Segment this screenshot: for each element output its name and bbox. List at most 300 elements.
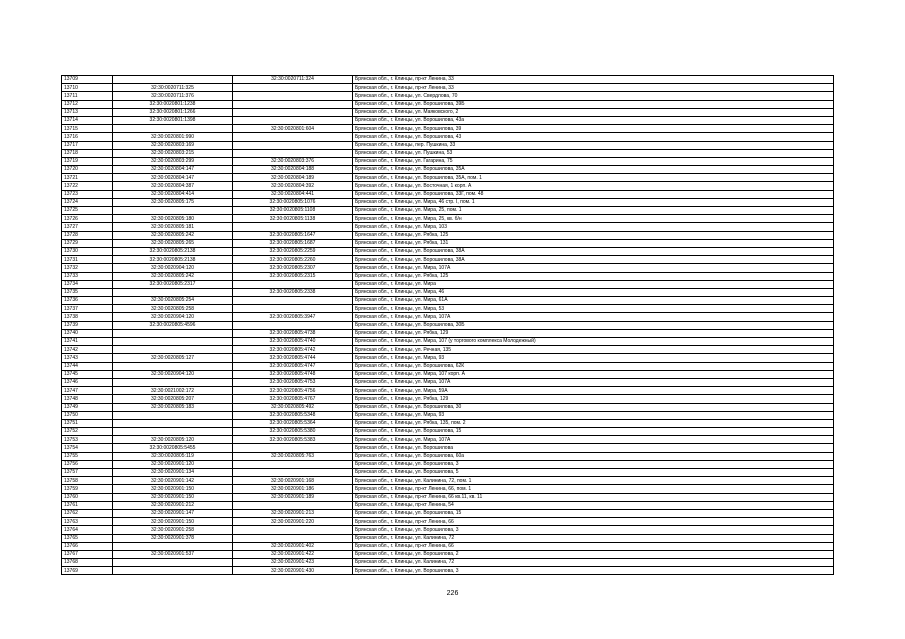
address-cell: Брянская обл., г. Клинцы, ул. Калинина, 72 (353, 559, 834, 567)
row-number-cell: 13766 (62, 542, 113, 550)
object-cadastral-cell (233, 141, 353, 149)
object-cadastral-cell: 32:30:0020805:2338 (233, 288, 353, 296)
land-cadastral-cell (113, 125, 233, 133)
row-number-cell: 13720 (62, 166, 113, 174)
row-number-cell: 13716 (62, 133, 113, 141)
table-row (62, 239, 834, 247)
object-cadastral-cell: 32:30:0020805:5380 (233, 428, 353, 436)
object-cadastral-cell: 32:30:0020805:4744 (233, 354, 353, 362)
object-cadastral-cell: 32:30:0020901:168 (233, 477, 353, 485)
land-cadastral-cell (113, 207, 233, 215)
land-cadastral-cell: 32:30:0020805:183 (113, 403, 233, 411)
address-cell: Брянская обл., г. Клинцы, ул. Ворошилова, 3 (353, 567, 834, 575)
row-number-cell: 13738 (62, 313, 113, 321)
row-number-cell: 13736 (62, 297, 113, 305)
object-cadastral-cell: 32:30:0020805:2307 (233, 264, 353, 272)
table-row (62, 370, 834, 378)
object-cadastral-cell: 32:30:0020805:1138 (233, 215, 353, 223)
object-cadastral-cell: 32:30:0020805:4742 (233, 346, 353, 354)
table-row (62, 108, 834, 116)
object-cadastral-cell (233, 501, 353, 509)
table-row (62, 84, 834, 92)
row-number-cell: 13719 (62, 157, 113, 165)
object-cadastral-cell: 32:30:0020804:392 (233, 182, 353, 190)
row-number-cell: 13744 (62, 362, 113, 370)
object-cadastral-cell (233, 149, 353, 157)
land-cadastral-cell: 32:30:0020805:242 (113, 231, 233, 239)
object-cadastral-cell: 32:30:0020805:3947 (233, 313, 353, 321)
table-row (62, 305, 834, 313)
row-number-cell: 13723 (62, 190, 113, 198)
row-number-cell: 13735 (62, 288, 113, 296)
address-cell: Брянская обл., г. Клинцы, ул. Гагарина, 75 (353, 157, 834, 165)
row-number-cell: 13741 (62, 338, 113, 346)
row-number-cell: 13728 (62, 231, 113, 239)
land-cadastral-cell: 32:30:0020805:265 (113, 239, 233, 247)
table-row (62, 280, 834, 288)
registry-table (61, 75, 834, 575)
land-cadastral-cell: 32:30:0020805:254 (113, 297, 233, 305)
row-number-cell: 13709 (62, 76, 113, 84)
land-cadastral-cell: 32:30:0020805:258 (113, 305, 233, 313)
address-cell: Брянская обл., г. Клинцы, ул. Калинина, 72, пом. 1 (353, 477, 834, 485)
object-cadastral-cell: 32:30:0020901:186 (233, 485, 353, 493)
land-cadastral-cell (113, 419, 233, 427)
land-cadastral-cell: 32:30:0020801:1238 (113, 100, 233, 108)
table-row (62, 198, 834, 206)
address-cell: Брянская обл., г. Клинцы, ул. Мира, 107А (353, 264, 834, 272)
address-cell: Брянская обл., г. Клинцы, ул. Рябка, 129 (353, 329, 834, 337)
land-cadastral-cell (113, 411, 233, 419)
table-row (62, 354, 834, 362)
object-cadastral-cell (233, 92, 353, 100)
land-cadastral-cell (113, 329, 233, 337)
object-cadastral-cell (233, 100, 353, 108)
land-cadastral-cell: 32:30:0020805:5455 (113, 444, 233, 452)
address-cell: Брянская обл., г. Клинцы, ул. Мира (353, 280, 834, 288)
object-cadastral-cell: 32:30:0020711:324 (233, 76, 353, 84)
row-number-cell: 13718 (62, 149, 113, 157)
table-row (62, 436, 834, 444)
row-number-cell: 13748 (62, 395, 113, 403)
address-cell: Брянская обл., г. Клинцы, ул. Ворошилова, 15 (353, 428, 834, 436)
table-row (62, 419, 834, 427)
land-cadastral-cell: 32:30:0020801:1266 (113, 108, 233, 116)
table-row (62, 272, 834, 280)
land-cadastral-cell: 32:30:0020805:2317 (113, 280, 233, 288)
object-cadastral-cell: 32:30:0020804:441 (233, 190, 353, 198)
object-cadastral-cell: 32:30:0020901:220 (233, 518, 353, 526)
table-row (62, 231, 834, 239)
land-cadastral-cell (113, 338, 233, 346)
row-number-cell: 13757 (62, 469, 113, 477)
object-cadastral-cell (233, 84, 353, 92)
address-cell: Брянская обл., г. Клинцы, пр-кт Ленина, 66 (353, 542, 834, 550)
land-cadastral-cell (113, 76, 233, 84)
row-number-cell: 13731 (62, 256, 113, 264)
row-number-cell: 13727 (62, 223, 113, 231)
table-row (62, 288, 834, 296)
row-number-cell: 13710 (62, 84, 113, 92)
object-cadastral-cell: 32:30:0020805:4753 (233, 378, 353, 386)
address-cell: Брянская обл., г. Клинцы, ул. Калинина, 72 (353, 534, 834, 542)
address-cell: Брянская обл., г. Клинцы, ул. Ворошилова, 35А, пом. 1 (353, 174, 834, 182)
table-row (62, 469, 834, 477)
table-row (62, 190, 834, 198)
table-row (62, 518, 834, 526)
object-cadastral-cell: 32:30:0020805:4747 (233, 362, 353, 370)
address-cell: Брянская обл., г. Клинцы, ул. Ворошилова, 15 (353, 509, 834, 517)
row-number-cell: 13732 (62, 264, 113, 272)
object-cadastral-cell: 32:30:0020805:1647 (233, 231, 353, 239)
object-cadastral-cell (233, 534, 353, 542)
land-cadastral-cell: 32:30:0020805:119 (113, 452, 233, 460)
object-cadastral-cell: 32:30:0020805:4738 (233, 329, 353, 337)
table-row (62, 460, 834, 468)
row-number-cell: 13739 (62, 321, 113, 329)
object-cadastral-cell: 32:30:0020805:4740 (233, 338, 353, 346)
object-cadastral-cell: 32:30:0020801:604 (233, 125, 353, 133)
land-cadastral-cell: 32:30:0020803:169 (113, 141, 233, 149)
object-cadastral-cell: 32:30:0020804:189 (233, 174, 353, 182)
row-number-cell: 13730 (62, 247, 113, 255)
row-number-cell: 13711 (62, 92, 113, 100)
land-cadastral-cell: 32:30:0020711:325 (113, 84, 233, 92)
row-number-cell: 13762 (62, 509, 113, 517)
address-cell: Брянская обл., г. Клинцы, ул. Ворошилова, 3 (353, 526, 834, 534)
land-cadastral-cell: 32:30:0020901:120 (113, 460, 233, 468)
row-number-cell: 13768 (62, 559, 113, 567)
row-number-cell: 13752 (62, 428, 113, 436)
object-cadastral-cell (233, 444, 353, 452)
row-number-cell: 13722 (62, 182, 113, 190)
address-cell: Брянская обл., г. Клинцы, пр-кт Ленина, 33 (353, 76, 834, 84)
address-cell: Брянская обл., г. Клинцы, пр-кт Ленина, 33 (353, 84, 834, 92)
table-row (62, 141, 834, 149)
row-number-cell: 13767 (62, 550, 113, 558)
address-cell: Брянская обл., г. Клинцы, пр-кт Ленина, 66 кв.11, кв. 11 (353, 493, 834, 501)
land-cadastral-cell: 32:30:0020805:120 (113, 436, 233, 444)
table-row (62, 411, 834, 419)
land-cadastral-cell: 32:30:0020803:215 (113, 149, 233, 157)
table-row (62, 76, 834, 84)
row-number-cell: 13734 (62, 280, 113, 288)
table-row (62, 403, 834, 411)
row-number-cell: 13713 (62, 108, 113, 116)
address-cell: Брянская обл., г. Клинцы, ул. Мира, 107 корп. А (353, 370, 834, 378)
land-cadastral-cell: 32:30:0020805:4596 (113, 321, 233, 329)
table-row (62, 559, 834, 567)
address-cell: Брянская обл., г. Клинцы, ул. Ворошилова, 3 (353, 460, 834, 468)
table-row (62, 133, 834, 141)
address-cell: Брянская обл., г. Клинцы, ул. Ворошилова, 35А (353, 166, 834, 174)
address-cell: Брянская обл., г. Клинцы, пр-кт Ленина, 54 (353, 501, 834, 509)
address-cell: Брянская обл., г. Клинцы, ул. Рябка, 129 (353, 395, 834, 403)
row-number-cell: 13725 (62, 207, 113, 215)
address-cell: Брянская обл., г. Клинцы, ул. Мира, 103 (353, 223, 834, 231)
registry-table-body (62, 76, 834, 575)
address-cell: Брянская обл., г. Клинцы, ул. Ворошилова, 43 (353, 133, 834, 141)
object-cadastral-cell: 32:30:0020805:763 (233, 452, 353, 460)
address-cell: Брянская обл., г. Клинцы, ул. Ворошилова, 43а (353, 116, 834, 124)
table-row (62, 297, 834, 305)
table-row (62, 428, 834, 436)
address-cell: Брянская обл., г. Клинцы, ул. Маяковского, 2 (353, 108, 834, 116)
object-cadastral-cell: 32:30:0020805:5364 (233, 419, 353, 427)
land-cadastral-cell: 32:30:0020805:207 (113, 395, 233, 403)
land-cadastral-cell: 32:30:0021002:172 (113, 387, 233, 395)
row-number-cell: 13729 (62, 239, 113, 247)
table-row (62, 247, 834, 255)
table-row (62, 215, 834, 223)
land-cadastral-cell: 32:30:0020804:387 (113, 182, 233, 190)
table-row (62, 501, 834, 509)
address-cell: Брянская обл., г. Клинцы, пр-кт Ленина, 66, пом. 1 (353, 485, 834, 493)
land-cadastral-cell: 32:30:0020904:120 (113, 264, 233, 272)
land-cadastral-cell (113, 542, 233, 550)
table-row (62, 166, 834, 174)
address-cell: Брянская обл., г. Клинцы, ул. Мира, 107 (у торгового комплекса Молодежный) (353, 338, 834, 346)
land-cadastral-cell: 32:30:0020711:376 (113, 92, 233, 100)
object-cadastral-cell (233, 133, 353, 141)
object-cadastral-cell (233, 305, 353, 313)
row-number-cell: 13724 (62, 198, 113, 206)
table-row (62, 550, 834, 558)
land-cadastral-cell: 32:30:0020901:378 (113, 534, 233, 542)
table-row (62, 542, 834, 550)
land-cadastral-cell: 32:30:0020801:990 (113, 133, 233, 141)
address-cell: Брянская обл., г. Клинцы, ул. Мира, 93 (353, 354, 834, 362)
table-row (62, 264, 834, 272)
table-row (62, 321, 834, 329)
table-row (62, 116, 834, 124)
object-cadastral-cell (233, 223, 353, 231)
row-number-cell: 13737 (62, 305, 113, 313)
address-cell: Брянская обл., г. Клинцы, ул. Мира, 93 (353, 411, 834, 419)
address-cell: Брянская обл., г. Клинцы, ул. Мира, 25, кв. б/н (353, 215, 834, 223)
table-row (62, 338, 834, 346)
address-cell: Брянская обл., г. Клинцы, ул. Мира, 107А (353, 378, 834, 386)
land-cadastral-cell: 32:30:0020804:147 (113, 166, 233, 174)
object-cadastral-cell: 32:30:0020805:492 (233, 403, 353, 411)
row-number-cell: 13726 (62, 215, 113, 223)
row-number-cell: 13761 (62, 501, 113, 509)
address-cell: Брянская обл., г. Клинцы, пер. Пушкина, 33 (353, 141, 834, 149)
land-cadastral-cell: 32:30:0020901:537 (113, 550, 233, 558)
object-cadastral-cell: 32:30:0020901:422 (233, 550, 353, 558)
row-number-cell: 13715 (62, 125, 113, 133)
address-cell: Брянская обл., г. Клинцы, ул. Ворошилова (353, 444, 834, 452)
row-number-cell: 13740 (62, 329, 113, 337)
object-cadastral-cell: 32:30:0020901:423 (233, 559, 353, 567)
address-cell: Брянская обл., г. Клинцы, ул. Ворошилова, 60а (353, 452, 834, 460)
land-cadastral-cell: 32:30:0020804:147 (113, 174, 233, 182)
land-cadastral-cell: 32:30:0020805:2138 (113, 256, 233, 264)
address-cell: Брянская обл., г. Клинцы, ул. Рябка, 135, пом. 2 (353, 419, 834, 427)
address-cell: Брянская обл., г. Клинцы, ул. Рябка, 131 (353, 239, 834, 247)
row-number-cell: 13721 (62, 174, 113, 182)
table-row (62, 444, 834, 452)
table-row (62, 149, 834, 157)
row-number-cell: 13747 (62, 387, 113, 395)
address-cell: Брянская обл., г. Клинцы, ул. Речная, 135 (353, 346, 834, 354)
object-cadastral-cell: 32:30:0020805:2259 (233, 247, 353, 255)
address-cell: Брянская обл., г. Клинцы, ул. Ворошилова, 5 (353, 469, 834, 477)
address-cell: Брянская обл., г. Клинцы, ул. Ворошилова, 30Б (353, 321, 834, 329)
table-row (62, 452, 834, 460)
table-row (62, 346, 834, 354)
address-cell: Брянская обл., г. Клинцы, ул. Мира, 61А (353, 297, 834, 305)
object-cadastral-cell: 32:30:0020805:5348 (233, 411, 353, 419)
table-row (62, 125, 834, 133)
table-row (62, 256, 834, 264)
table-row (62, 485, 834, 493)
address-cell: Брянская обл., г. Клинцы, ул. Ворошилова, 39 (353, 125, 834, 133)
land-cadastral-cell: 32:30:0020805:181 (113, 223, 233, 231)
page-number: 226 (446, 590, 459, 597)
row-number-cell: 13717 (62, 141, 113, 149)
land-cadastral-cell (113, 362, 233, 370)
land-cadastral-cell: 32:30:0020901:142 (113, 477, 233, 485)
land-cadastral-cell: 32:30:0020805:242 (113, 272, 233, 280)
row-number-cell: 13754 (62, 444, 113, 452)
address-cell: Брянская обл., г. Клинцы, ул. Ворошилова, 2 (353, 550, 834, 558)
row-number-cell: 13756 (62, 460, 113, 468)
address-cell: Брянская обл., г. Клинцы, ул. Рябка, 125 (353, 272, 834, 280)
table-row (62, 157, 834, 165)
object-cadastral-cell: 32:30:0020805:4756 (233, 387, 353, 395)
row-number-cell: 13760 (62, 493, 113, 501)
row-number-cell: 13753 (62, 436, 113, 444)
row-number-cell: 13751 (62, 419, 113, 427)
address-cell: Брянская обл., г. Клинцы, ул. Ворошилова, 33Г, пом. 48 (353, 190, 834, 198)
land-cadastral-cell: 32:30:0020805:180 (113, 215, 233, 223)
land-cadastral-cell: 32:30:0020904:120 (113, 313, 233, 321)
table-row (62, 509, 834, 517)
row-number-cell: 13765 (62, 534, 113, 542)
row-number-cell: 13733 (62, 272, 113, 280)
address-cell: Брянская обл., г. Клинцы, ул. Мира, 53 (353, 305, 834, 313)
address-cell: Брянская обл., г. Клинцы, ул. Ворошилова, 39Б (353, 100, 834, 108)
object-cadastral-cell: 32:30:0020803:376 (233, 157, 353, 165)
land-cadastral-cell: 32:30:0020901:150 (113, 518, 233, 526)
object-cadastral-cell: 32:30:0020805:1687 (233, 239, 353, 247)
land-cadastral-cell: 32:30:0020804:414 (113, 190, 233, 198)
row-number-cell: 13746 (62, 378, 113, 386)
row-number-cell: 13764 (62, 526, 113, 534)
table-row (62, 477, 834, 485)
object-cadastral-cell: 32:30:0020901:430 (233, 567, 353, 575)
table-row (62, 526, 834, 534)
row-number-cell: 13755 (62, 452, 113, 460)
table-row (62, 362, 834, 370)
object-cadastral-cell (233, 280, 353, 288)
object-cadastral-cell (233, 460, 353, 468)
address-cell: Брянская обл., г. Клинцы, ул. Мира, 25, пом. 1 (353, 207, 834, 215)
land-cadastral-cell: 32:30:0020901:150 (113, 485, 233, 493)
row-number-cell: 13759 (62, 485, 113, 493)
row-number-cell: 13758 (62, 477, 113, 485)
table-row (62, 313, 834, 321)
row-number-cell: 13750 (62, 411, 113, 419)
land-cadastral-cell: 32:30:0020901:212 (113, 501, 233, 509)
object-cadastral-cell: 32:30:0020804:188 (233, 166, 353, 174)
object-cadastral-cell: 32:30:0020805:1108 (233, 207, 353, 215)
table-row (62, 493, 834, 501)
object-cadastral-cell (233, 116, 353, 124)
row-number-cell: 13712 (62, 100, 113, 108)
land-cadastral-cell: 32:30:0020901:150 (113, 493, 233, 501)
land-cadastral-cell: 32:30:0020803:299 (113, 157, 233, 165)
object-cadastral-cell: 32:30:0020901:213 (233, 509, 353, 517)
table-row (62, 567, 834, 575)
object-cadastral-cell (233, 469, 353, 477)
address-cell: Брянская обл., г. Клинцы, ул. Мира, 107А (353, 436, 834, 444)
object-cadastral-cell: 32:30:0020805:4748 (233, 370, 353, 378)
land-cadastral-cell (113, 346, 233, 354)
object-cadastral-cell: 32:30:0020805:2315 (233, 272, 353, 280)
land-cadastral-cell (113, 428, 233, 436)
address-cell: Брянская обл., г. Клинцы, ул. Мира, 46 (353, 288, 834, 296)
object-cadastral-cell: 32:30:0020901:402 (233, 542, 353, 550)
land-cadastral-cell (113, 378, 233, 386)
object-cadastral-cell: 32:30:0020805:5383 (233, 436, 353, 444)
object-cadastral-cell (233, 297, 353, 305)
object-cadastral-cell: 32:30:0020805:2260 (233, 256, 353, 264)
land-cadastral-cell: 32:30:0020901:134 (113, 469, 233, 477)
land-cadastral-cell (113, 288, 233, 296)
land-cadastral-cell: 32:30:0020904:120 (113, 370, 233, 378)
row-number-cell: 13763 (62, 518, 113, 526)
table-row (62, 223, 834, 231)
address-cell: Брянская обл., г. Клинцы, ул. Мира, 59А (353, 387, 834, 395)
address-cell: Брянская обл., г. Клинцы, ул. Восточная, 1 корп. А (353, 182, 834, 190)
land-cadastral-cell (113, 567, 233, 575)
land-cadastral-cell: 32:30:0020805:2138 (113, 247, 233, 255)
land-cadastral-cell: 32:30:0020901:147 (113, 509, 233, 517)
table-row (62, 378, 834, 386)
table-row (62, 534, 834, 542)
table-row (62, 207, 834, 215)
object-cadastral-cell: 32:30:0020901:189 (233, 493, 353, 501)
address-cell: Брянская обл., г. Клинцы, ул. Пушкина, 53 (353, 149, 834, 157)
row-number-cell: 13749 (62, 403, 113, 411)
table-row (62, 182, 834, 190)
land-cadastral-cell (113, 559, 233, 567)
address-cell: Брянская обл., г. Клинцы, ул. Ворошилова, 62К (353, 362, 834, 370)
row-number-cell: 13745 (62, 370, 113, 378)
address-cell: Брянская обл., г. Клинцы, пр-кт Ленина, 66 (353, 518, 834, 526)
table-row (62, 329, 834, 337)
address-cell: Брянская обл., г. Клинцы, ул. Ворошилова, 38А (353, 256, 834, 264)
row-number-cell: 13743 (62, 354, 113, 362)
object-cadastral-cell (233, 526, 353, 534)
object-cadastral-cell (233, 108, 353, 116)
object-cadastral-cell: 32:30:0020805:1076 (233, 198, 353, 206)
land-cadastral-cell: 32:30:0020801:1398 (113, 116, 233, 124)
land-cadastral-cell: 32:30:0020901:258 (113, 526, 233, 534)
object-cadastral-cell: 32:30:0020805:4767 (233, 395, 353, 403)
table-row (62, 100, 834, 108)
address-cell: Брянская обл., г. Клинцы, ул. Свердлова, 70 (353, 92, 834, 100)
address-cell: Брянская обл., г. Клинцы, ул. Ворошилова, 38А (353, 247, 834, 255)
land-cadastral-cell: 32:30:0020805:175 (113, 198, 233, 206)
table-row (62, 92, 834, 100)
address-cell: Брянская обл., г. Клинцы, ул. Ворошилова, 30 (353, 403, 834, 411)
address-cell: Брянская обл., г. Клинцы, ул. Рябка, 125 (353, 231, 834, 239)
address-cell: Брянская обл., г. Клинцы, ул. Мира, 107А (353, 313, 834, 321)
row-number-cell: 13742 (62, 346, 113, 354)
